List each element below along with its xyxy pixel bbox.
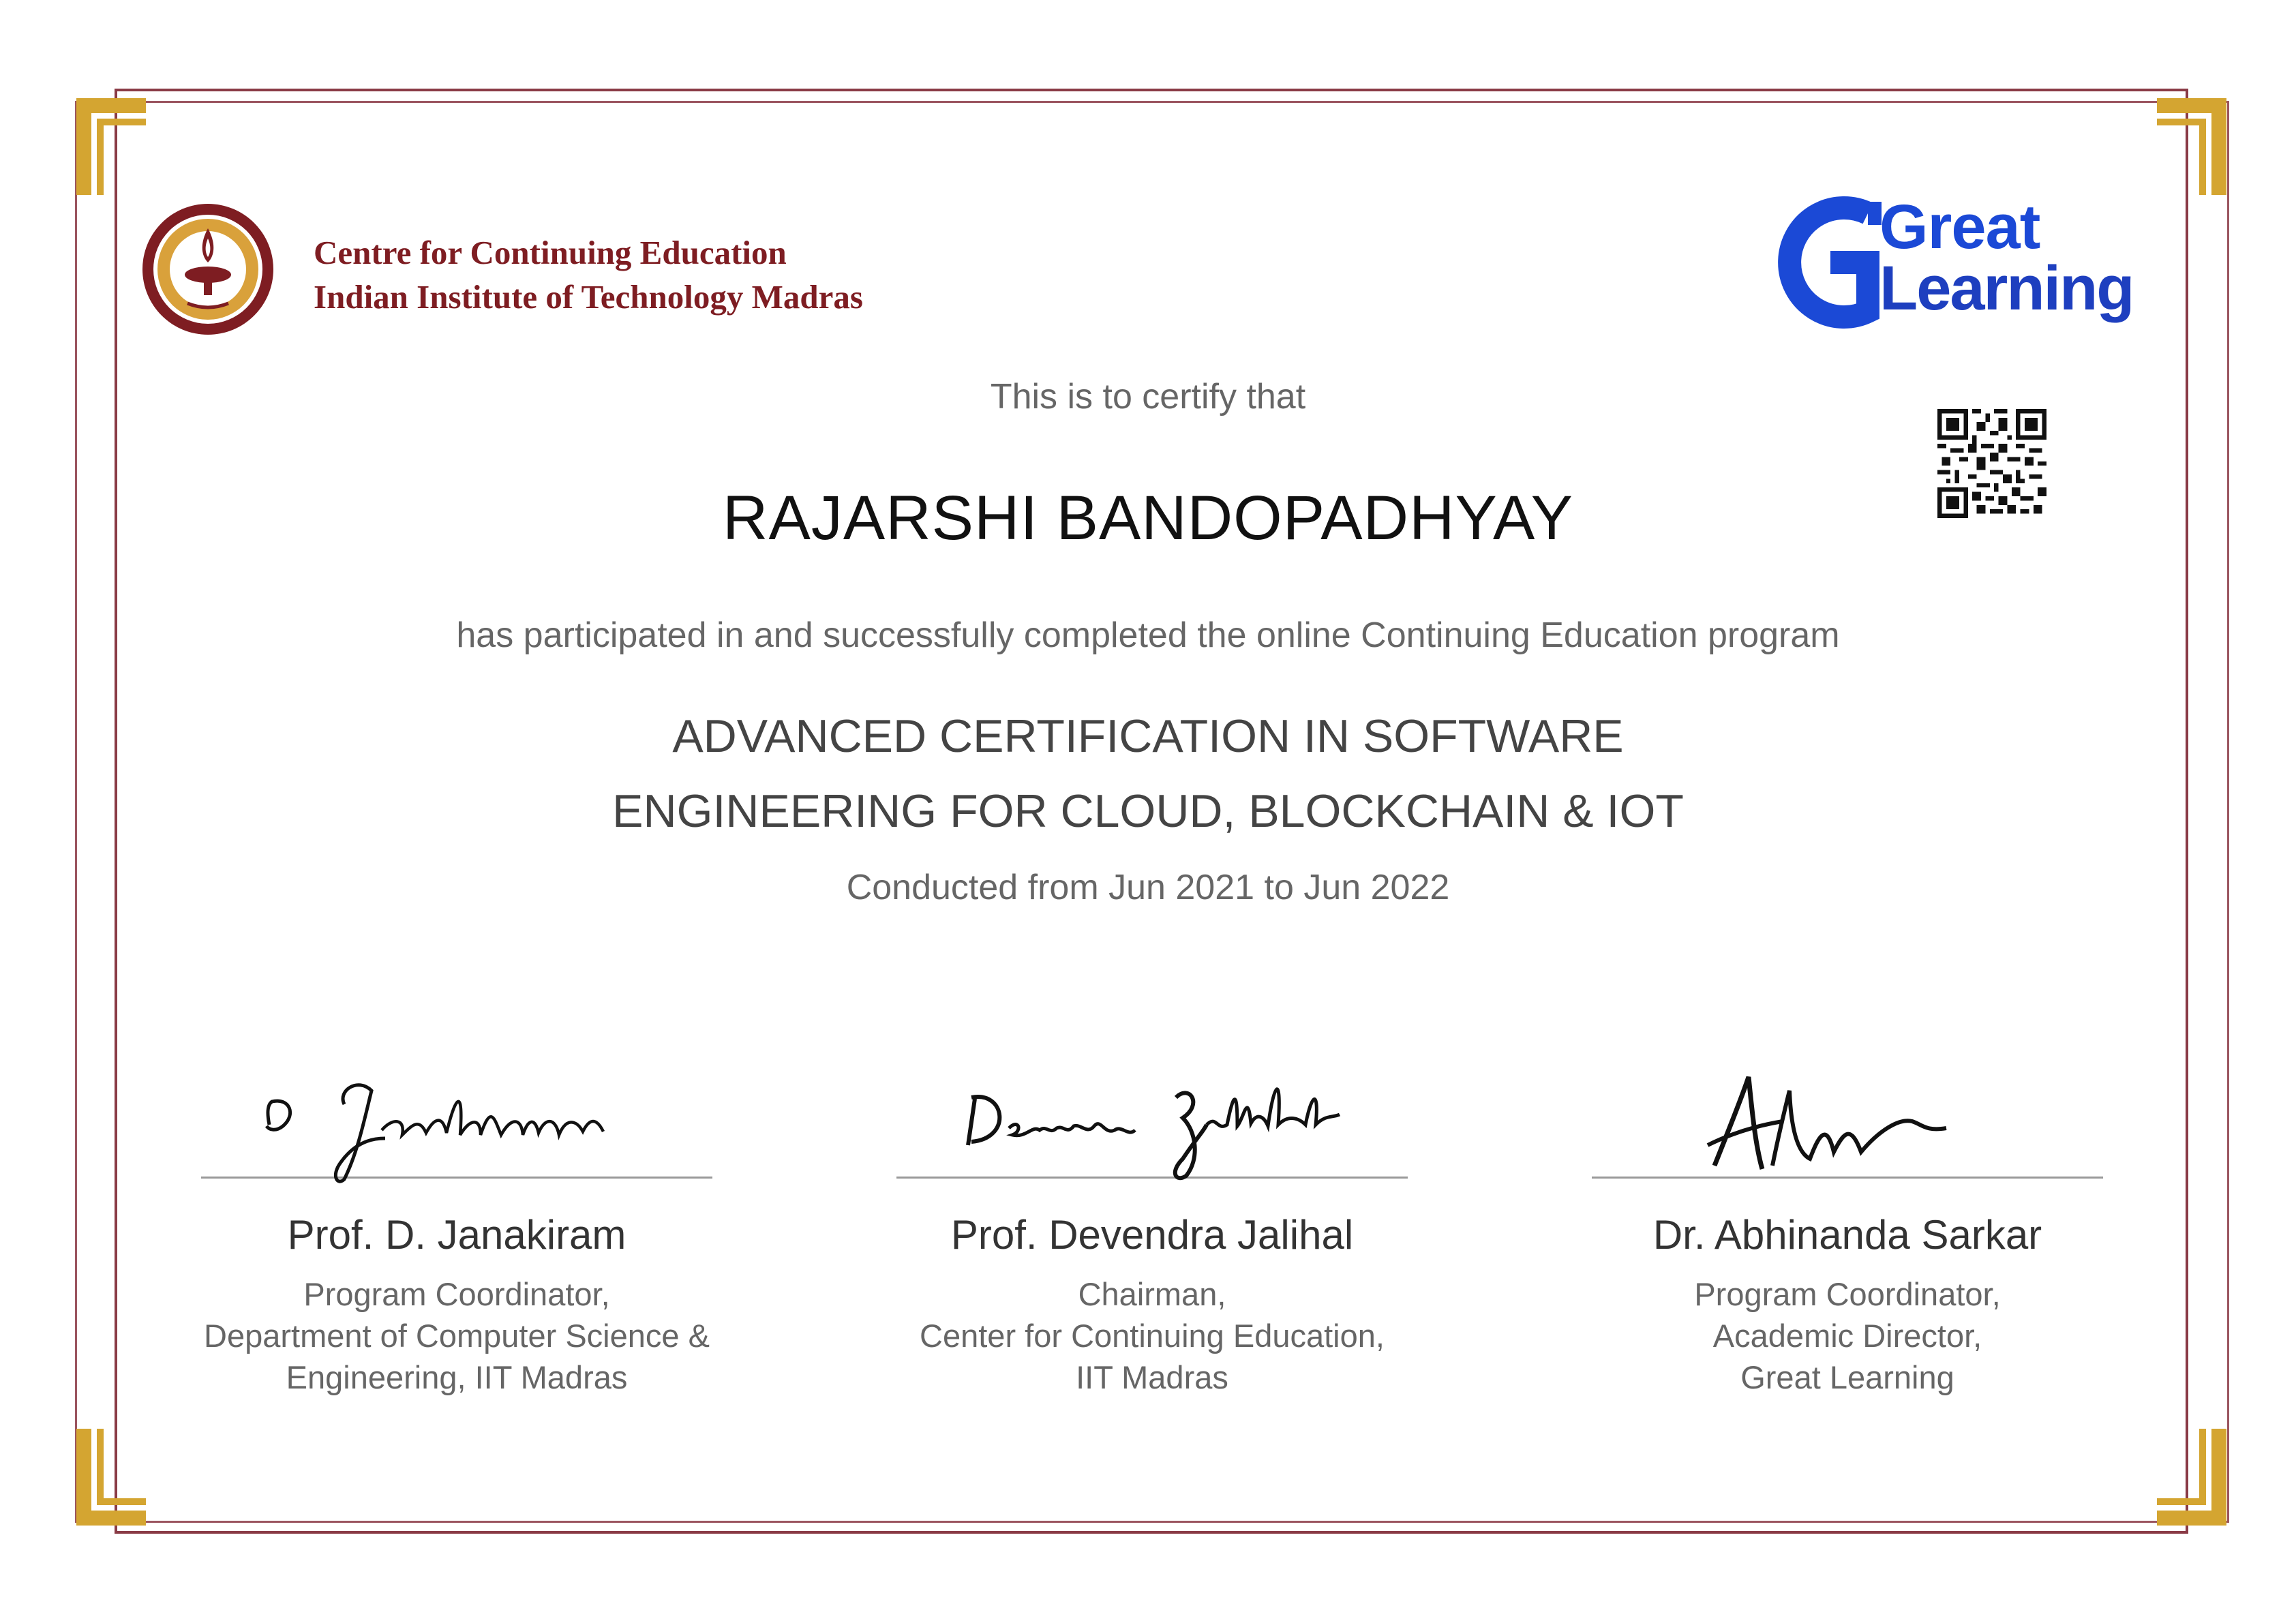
signature-janakiram	[201, 1050, 712, 1186]
signatory-role-1	[201, 1273, 712, 1398]
role-line: Chairman,	[1078, 1276, 1226, 1312]
gold-corner-bottom-left	[74, 1426, 149, 1528]
program-title-line-1: ADVANCED CERTIFICATION IN SOFTWARE	[672, 710, 1624, 762]
role-line: Program Coordinator,	[1694, 1276, 2001, 1312]
participation-statement: has participated in and successfully completed the online Continuing Education program	[456, 616, 1840, 655]
iit-line-cce: Centre for Continuing Education	[314, 234, 787, 271]
signatory-jalihal	[896, 1050, 1408, 1398]
iit-line-iitm: Indian Institute of Technology Madras	[314, 278, 863, 316]
signatory-role-3	[1592, 1273, 2103, 1398]
signatory-role-2	[896, 1273, 1408, 1398]
certify-intro: This is to certify that	[990, 377, 1306, 416]
program-title-line-2: ENGINEERING FOR CLOUD, BLOCKCHAIN & IOT	[612, 785, 1684, 837]
gold-corner-top-right	[2154, 95, 2229, 198]
recipient-name: RAJARSHI BANDOPADHYAY	[723, 483, 1573, 553]
role-line: Academic Director,	[1712, 1318, 1982, 1354]
signatory-sarkar	[1592, 1050, 2103, 1398]
role-line: Engineering, IIT Madras	[286, 1359, 628, 1395]
iit-institution-name	[314, 230, 863, 319]
signatory-name-3: Dr. Abhinanda Sarkar	[1652, 1212, 2042, 1258]
role-line: Great Learning	[1740, 1359, 1954, 1395]
gold-corner-top-left	[74, 95, 149, 198]
great-learning-wordmark	[1879, 192, 2134, 323]
signatory-name-1: Prof. D. Janakiram	[287, 1212, 626, 1258]
gl-word-learning: Learning	[1879, 254, 2134, 323]
signatory-janakiram	[201, 1050, 712, 1398]
gl-word-great: Great	[1879, 192, 2040, 262]
signature-sarkar	[1592, 1050, 2103, 1186]
role-line: Center for Continuing Education,	[920, 1318, 1385, 1354]
signature-jalihal	[896, 1050, 1408, 1186]
role-line: IIT Madras	[1076, 1359, 1228, 1395]
role-line: Program Coordinator,	[303, 1276, 610, 1312]
role-line: Department of Computer Science &	[204, 1318, 710, 1354]
gold-corner-bottom-right	[2154, 1426, 2229, 1528]
program-title	[0, 699, 2296, 849]
program-duration: Conducted from Jun 2021 to Jun 2022	[846, 868, 1450, 907]
signatory-name-2: Prof. Devendra Jalihal	[950, 1212, 1354, 1258]
iit-madras-seal-logo	[140, 201, 276, 337]
